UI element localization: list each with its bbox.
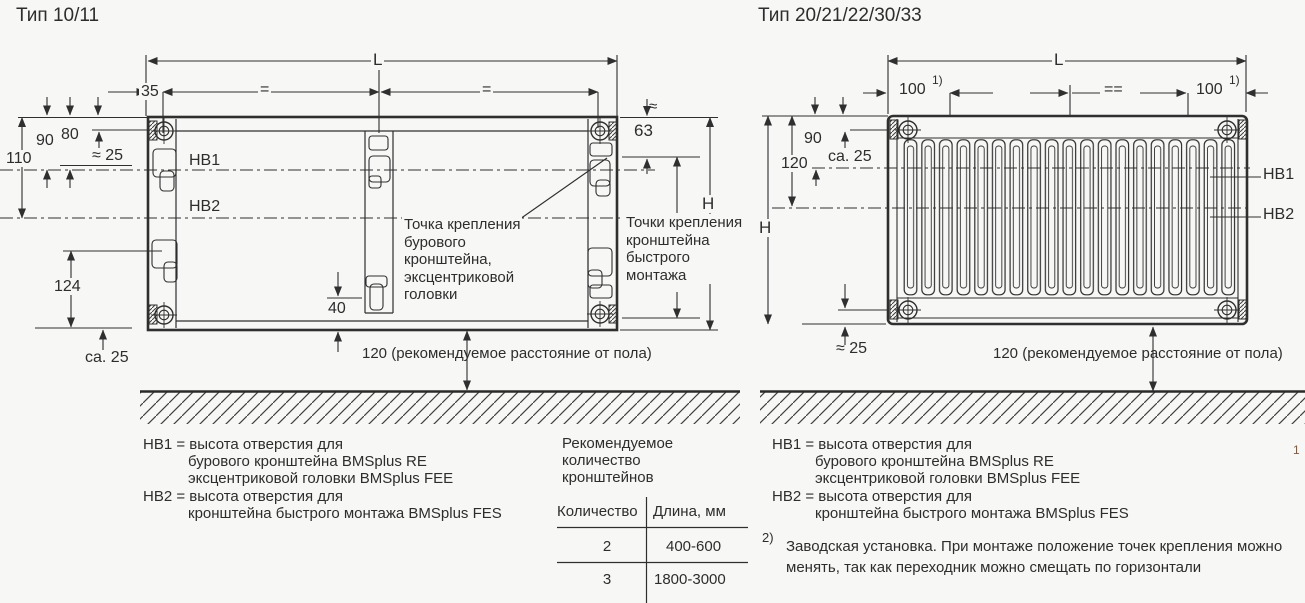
drill-point-note [402, 216, 522, 304]
left-dim-approx25: ≈ 25 [92, 147, 124, 164]
right-dim-ca25: ca. 25 [828, 148, 872, 165]
footnote-line: менять, так как переходник можно смещать по горизонтали [786, 559, 1202, 576]
left-label-hb2: HB2 [189, 198, 221, 215]
right-label-hb2: НВ2 [1263, 206, 1295, 223]
left-dim-63: 63 [634, 121, 653, 140]
left-dim-eq-right: = [482, 81, 492, 98]
left-diagram-dimensions [18, 55, 718, 390]
quick-mount-note [624, 214, 744, 284]
floor-hatching [140, 392, 1305, 425]
left-centerlines [0, 170, 655, 218]
left-dim-35: 35 [141, 83, 159, 100]
table-col-len: Длина, мм [653, 503, 726, 520]
right-dim-120: 120 [781, 155, 808, 172]
right-dim-L: L [1054, 50, 1064, 69]
right-dim-100-right: 100 [1196, 81, 1223, 98]
note-line: монтажа [626, 266, 687, 284]
right-dim-90: 90 [804, 130, 822, 147]
note-line: эксцентриковой [404, 268, 515, 286]
left-radiator-body [148, 117, 617, 330]
table-title-line: кронштейнов [562, 469, 654, 486]
left-dim-ca25: ca. 25 [85, 349, 129, 366]
right-dim-H: H [759, 218, 772, 237]
table-title-line: Рекомендуемое [562, 435, 674, 452]
table-col-qty: Количество [557, 503, 638, 520]
right-label-hb1: НВ1 [1263, 166, 1295, 183]
note-line: Точки крепления [626, 214, 743, 231]
right-radiator-body [888, 116, 1247, 324]
table-cell-qty: 3 [602, 571, 612, 588]
note-line: Точка крепления [404, 216, 521, 233]
legend-left-hb1-fee: эксцентриковой головки BMSplus FEE [188, 470, 454, 487]
page-edge-mark: 1 [1293, 443, 1300, 457]
convector-fins [903, 139, 1237, 297]
legend-right-hb1-fee: эксцентриковой головки BMSplus FEE [815, 470, 1081, 487]
left-dim-H: H [702, 194, 715, 213]
left-dim-110: 110 [6, 150, 32, 167]
left-dim-L: L [373, 50, 383, 69]
right-dim-100-left: 100 [899, 81, 926, 98]
footnote-line: Заводская установка. При монтаже положение точек крепления можно [786, 538, 1283, 555]
right-diagram-title: Тип 20/21/22/30/33 [758, 5, 922, 26]
left-dim-90: 90 [36, 132, 54, 149]
left-dim-80: 80 [61, 126, 79, 143]
footnote-sup: 2) [762, 530, 774, 545]
right-floor-note: 120 (рекомендуемое расстояние от пола) [993, 345, 1283, 362]
left-dim-approx-sign: ≈ [649, 98, 658, 115]
legend-left-hb2: HB2 = высота отверстия для [143, 488, 343, 505]
legend-left-hb1: HB1 = высота отверстия для [143, 436, 343, 453]
legend-left-hb2-fes: кронштейна быстрого монтажа BMSplus FES [188, 505, 502, 522]
left-dim-40: 40 [328, 300, 346, 317]
note-line: быстрого [626, 249, 690, 266]
right-dim-approx25: ≈ 25 [836, 340, 868, 357]
left-label-hb1: HB1 [189, 152, 221, 169]
note-line: кронштейна, [404, 251, 492, 268]
right-sup1-right: 1) [1229, 73, 1240, 87]
note-line: кронштейна [626, 231, 710, 249]
legend-right-hb1: HB1 = высота отверстия для [772, 436, 972, 453]
legend-right-hb1-re: бурового кронштейна BMSplus RE [815, 453, 1054, 470]
legend-left-hb1-re: бурового кронштейна BMSplus RE [188, 453, 427, 470]
left-dim-eq-left: = [260, 81, 270, 98]
table-cell-qty: 2 [602, 538, 612, 555]
legend-right-hb2: HB2 = высота отверстия для [772, 488, 972, 505]
legend-right-hb2-fes: кронштейна быстрого монтажа BMSplus FES [815, 505, 1129, 522]
left-diagram-title: Тип 10/11 [16, 5, 100, 26]
table-cell-len: 1800-3000 [654, 571, 726, 588]
table-cell-len: 400-600 [666, 538, 722, 555]
right-sup1-left: 1) [932, 73, 943, 87]
right-dim-eqeq: == [1104, 81, 1123, 98]
left-dim-124: 124 [54, 278, 81, 295]
table-title-line: количество [562, 452, 641, 469]
note-line: головки [404, 286, 458, 303]
left-floor-note: 120 (рекомендуемое расстояние от пола) [362, 345, 652, 362]
note-line: бурового [404, 233, 466, 251]
